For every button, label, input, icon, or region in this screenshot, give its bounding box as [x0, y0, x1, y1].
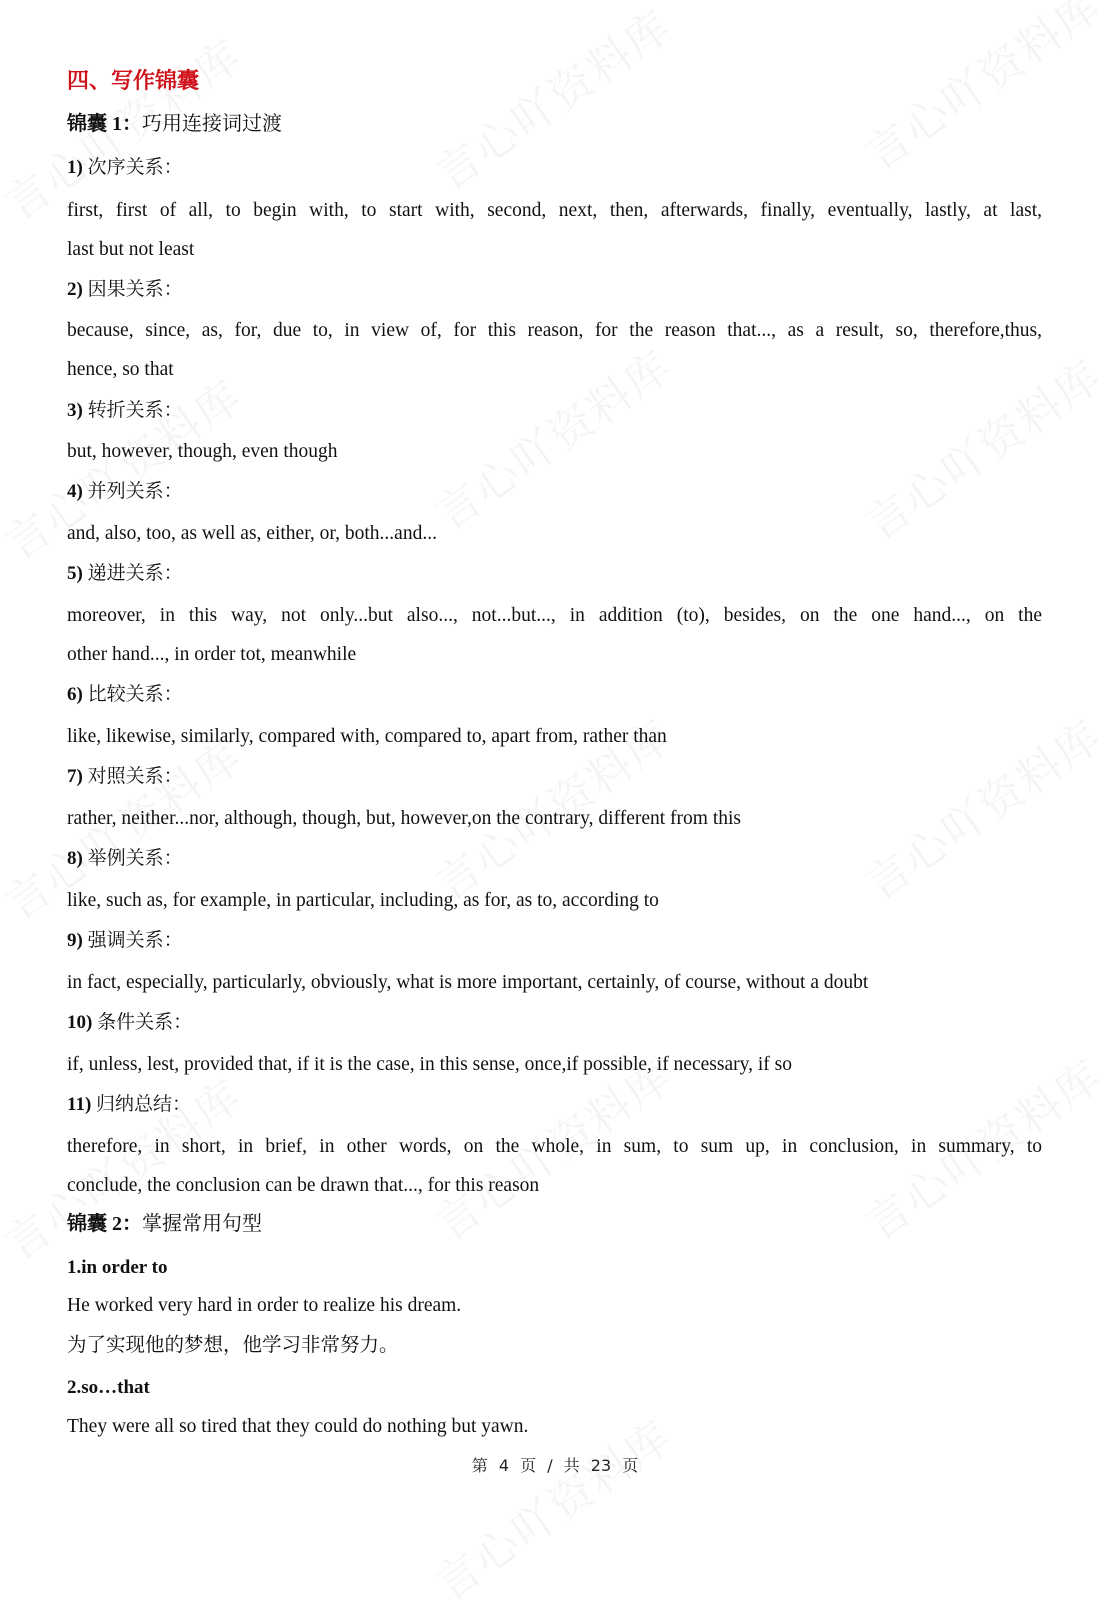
- category-heading: 3) 转折关系：: [67, 400, 183, 421]
- category-text: but, however, though, even though: [67, 441, 338, 462]
- category-heading: 5) 递进关系：: [67, 563, 183, 584]
- tip-2-label: 锦囊 2：: [67, 1213, 142, 1235]
- pattern-heading: 1.in order to: [67, 1257, 168, 1278]
- category-text: other hand..., in order tot, meanwhile: [67, 644, 357, 665]
- category-text: and, also, too, as well as, either, or, both...and...: [67, 523, 437, 544]
- category-heading: 4) 并列关系：: [67, 481, 183, 502]
- category-heading: 7) 对照关系：: [67, 766, 183, 787]
- category-heading: 9) 强调关系：: [67, 930, 183, 951]
- category-text: like, such as, for example, in particular, including, as for, as to, according to: [67, 890, 659, 911]
- example-chinese: 为了实现他的梦想，他学习非常努力。: [67, 1333, 399, 1356]
- tip-1-title: 巧用连接词过渡: [142, 113, 282, 135]
- page-number-footer: 第 4 页 / 共 23 页: [471, 1456, 639, 1475]
- category-text: moreover, in this way, not only...but also..., not...but..., in addition (to), besides, on the one hand..., on the: [67, 605, 1042, 626]
- category-text: rather, neither...nor, although, though, but, however,on the contrary, different from this: [67, 808, 742, 829]
- category-text: like, likewise, similarly, compared with, compared to, apart from, rather than: [67, 726, 667, 747]
- category-text: because, since, as, for, due to, in view of, for this reason, for the reason that..., as a result, so, therefore,thus,: [67, 320, 1042, 341]
- tip-1-heading: [67, 114, 282, 134]
- category-text: first, first of all, to begin with, to start with, second, next, then, afterwards, finally, eventually, lastly, at last,: [67, 200, 1042, 221]
- category-text: if, unless, lest, provided that, if it is the case, in this sense, once,if possible, if necessary, if so: [67, 1054, 792, 1075]
- category-text: therefore, in short, in brief, in other words, on the whole, in sum, to sum up, in conclusion, in summary, to: [67, 1136, 1042, 1157]
- example-english: He worked very hard in order to realize his dream.: [67, 1295, 462, 1316]
- category-text: conclude, the conclusion can be drawn that..., for this reason: [67, 1175, 540, 1196]
- example-english: They were all so tired that they could do nothing but yawn.: [67, 1416, 529, 1437]
- tip-2-title: 掌握常用句型: [142, 1213, 262, 1235]
- section-title: 四、写作锦囊: [67, 68, 200, 93]
- category-text: in fact, especially, particularly, obviously, what is more important, certainly, of course, without a doubt: [67, 972, 869, 993]
- pattern-heading: 2.so…that: [67, 1377, 150, 1398]
- tip-1-label: 锦囊 1：: [67, 113, 142, 135]
- category-text: hence, so that: [67, 359, 174, 380]
- tip-2-heading: [67, 1214, 262, 1234]
- category-text: last but not least: [67, 239, 195, 260]
- category-heading: 1) 次序关系：: [67, 157, 183, 178]
- category-heading: 8) 举例关系：: [67, 848, 183, 869]
- category-heading: 2) 因果关系：: [67, 279, 183, 300]
- category-heading: 11) 归纳总结：: [67, 1094, 192, 1115]
- category-heading: 10) 条件关系：: [67, 1012, 193, 1033]
- category-heading: 6) 比较关系：: [67, 684, 183, 705]
